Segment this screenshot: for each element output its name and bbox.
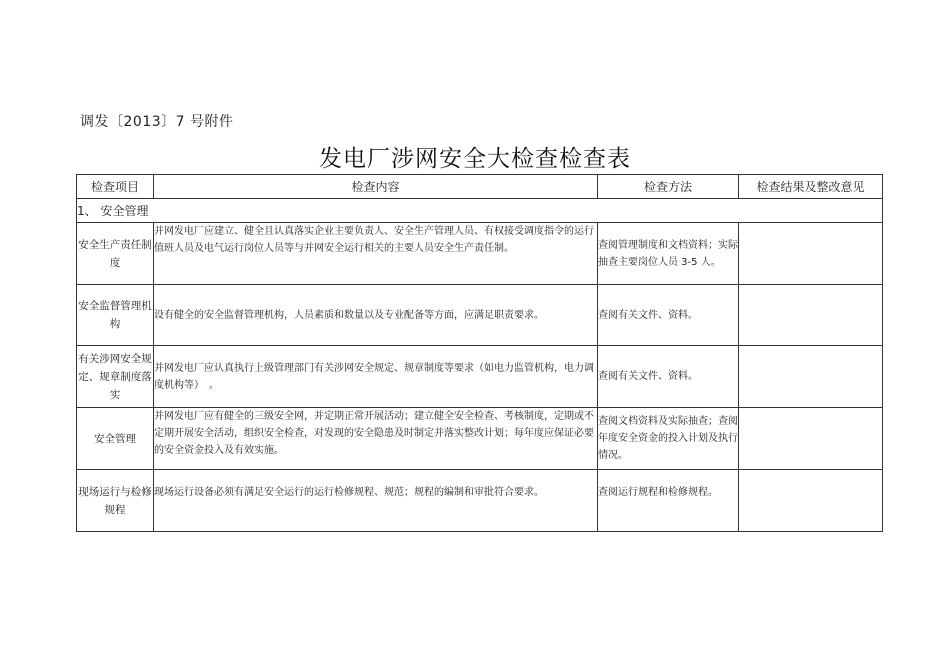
inspection-table	[76, 174, 883, 532]
document-reference: 调发〔2013〕7 号附件	[80, 114, 234, 130]
inspection-result-cell[interactable]	[739, 408, 883, 470]
table-row	[77, 223, 883, 285]
inspection-content: 现场运行设备必须有满足安全运行的运行检修规程、规范；规程的编制和审批符合要求。	[154, 470, 598, 532]
inspection-item: 有关涉网安全规定、规章制度落实	[77, 346, 154, 408]
inspection-method: 查阅管理制度和文档资料；实际抽查主要岗位人员 3-5 人。	[598, 223, 739, 285]
section-row	[77, 199, 883, 223]
inspection-method: 查阅文档资料及实际抽查；查阅年度安全资金的投入计划及执行情况。	[598, 408, 739, 470]
inspection-content: 并网发电厂应建立、健全且认真落实企业主要负责人、安全生产管理人员、有权接受调度指令的运行值班人员及电气运行岗位人员等与并网安全运行相关的主要人员安全生产责任制。	[154, 223, 598, 285]
inspection-content: 并网发电厂应认真执行上级管理部门有关涉网安全规定、规章制度等要求（如电力监管机构，电力调度机构等） 。	[154, 346, 598, 408]
inspection-content: 设有健全的安全监督管理机构，人员素质和数量以及专业配备等方面，应满足职责要求。	[154, 285, 598, 346]
inspection-item: 现场运行与检修规程	[77, 470, 154, 532]
inspection-item: 安全生产责任制度	[77, 223, 154, 285]
inspection-result-cell[interactable]	[739, 285, 883, 346]
inspection-item: 安全管理	[77, 408, 154, 470]
table-header-row	[77, 175, 883, 199]
inspection-result-cell[interactable]	[739, 470, 883, 532]
inspection-method: 查阅运行规程和检修规程。	[598, 470, 739, 532]
table-row	[77, 285, 883, 346]
document-title: 发电厂涉网安全大检查检查表	[319, 146, 631, 172]
inspection-method: 查阅有关文件、资料。	[598, 346, 739, 408]
column-header-method: 检查方法	[598, 175, 739, 199]
column-header-result: 检查结果及整改意见	[739, 175, 883, 199]
inspection-result-cell[interactable]	[739, 346, 883, 408]
inspection-method: 查阅有关文件、资料。	[598, 285, 739, 346]
inspection-result-cell[interactable]	[739, 223, 883, 285]
table-row	[77, 470, 883, 532]
column-header-item: 检查项目	[77, 175, 154, 199]
inspection-item: 安全监督管理机构	[77, 285, 154, 346]
inspection-content: 并网发电厂应有健全的三级安全网，并定期正常开展活动；建立健全安全检查、考核制度，定期或不定期开展安全活动，组织安全检查，对发现的安全隐患及时制定并落实整改计划；每年度应保证必要的安全资金投入及有效实施。	[154, 408, 598, 470]
column-header-content: 检查内容	[154, 175, 598, 199]
table-row	[77, 346, 883, 408]
section-title: 1、 安全管理	[77, 199, 883, 223]
table-row	[77, 408, 883, 470]
